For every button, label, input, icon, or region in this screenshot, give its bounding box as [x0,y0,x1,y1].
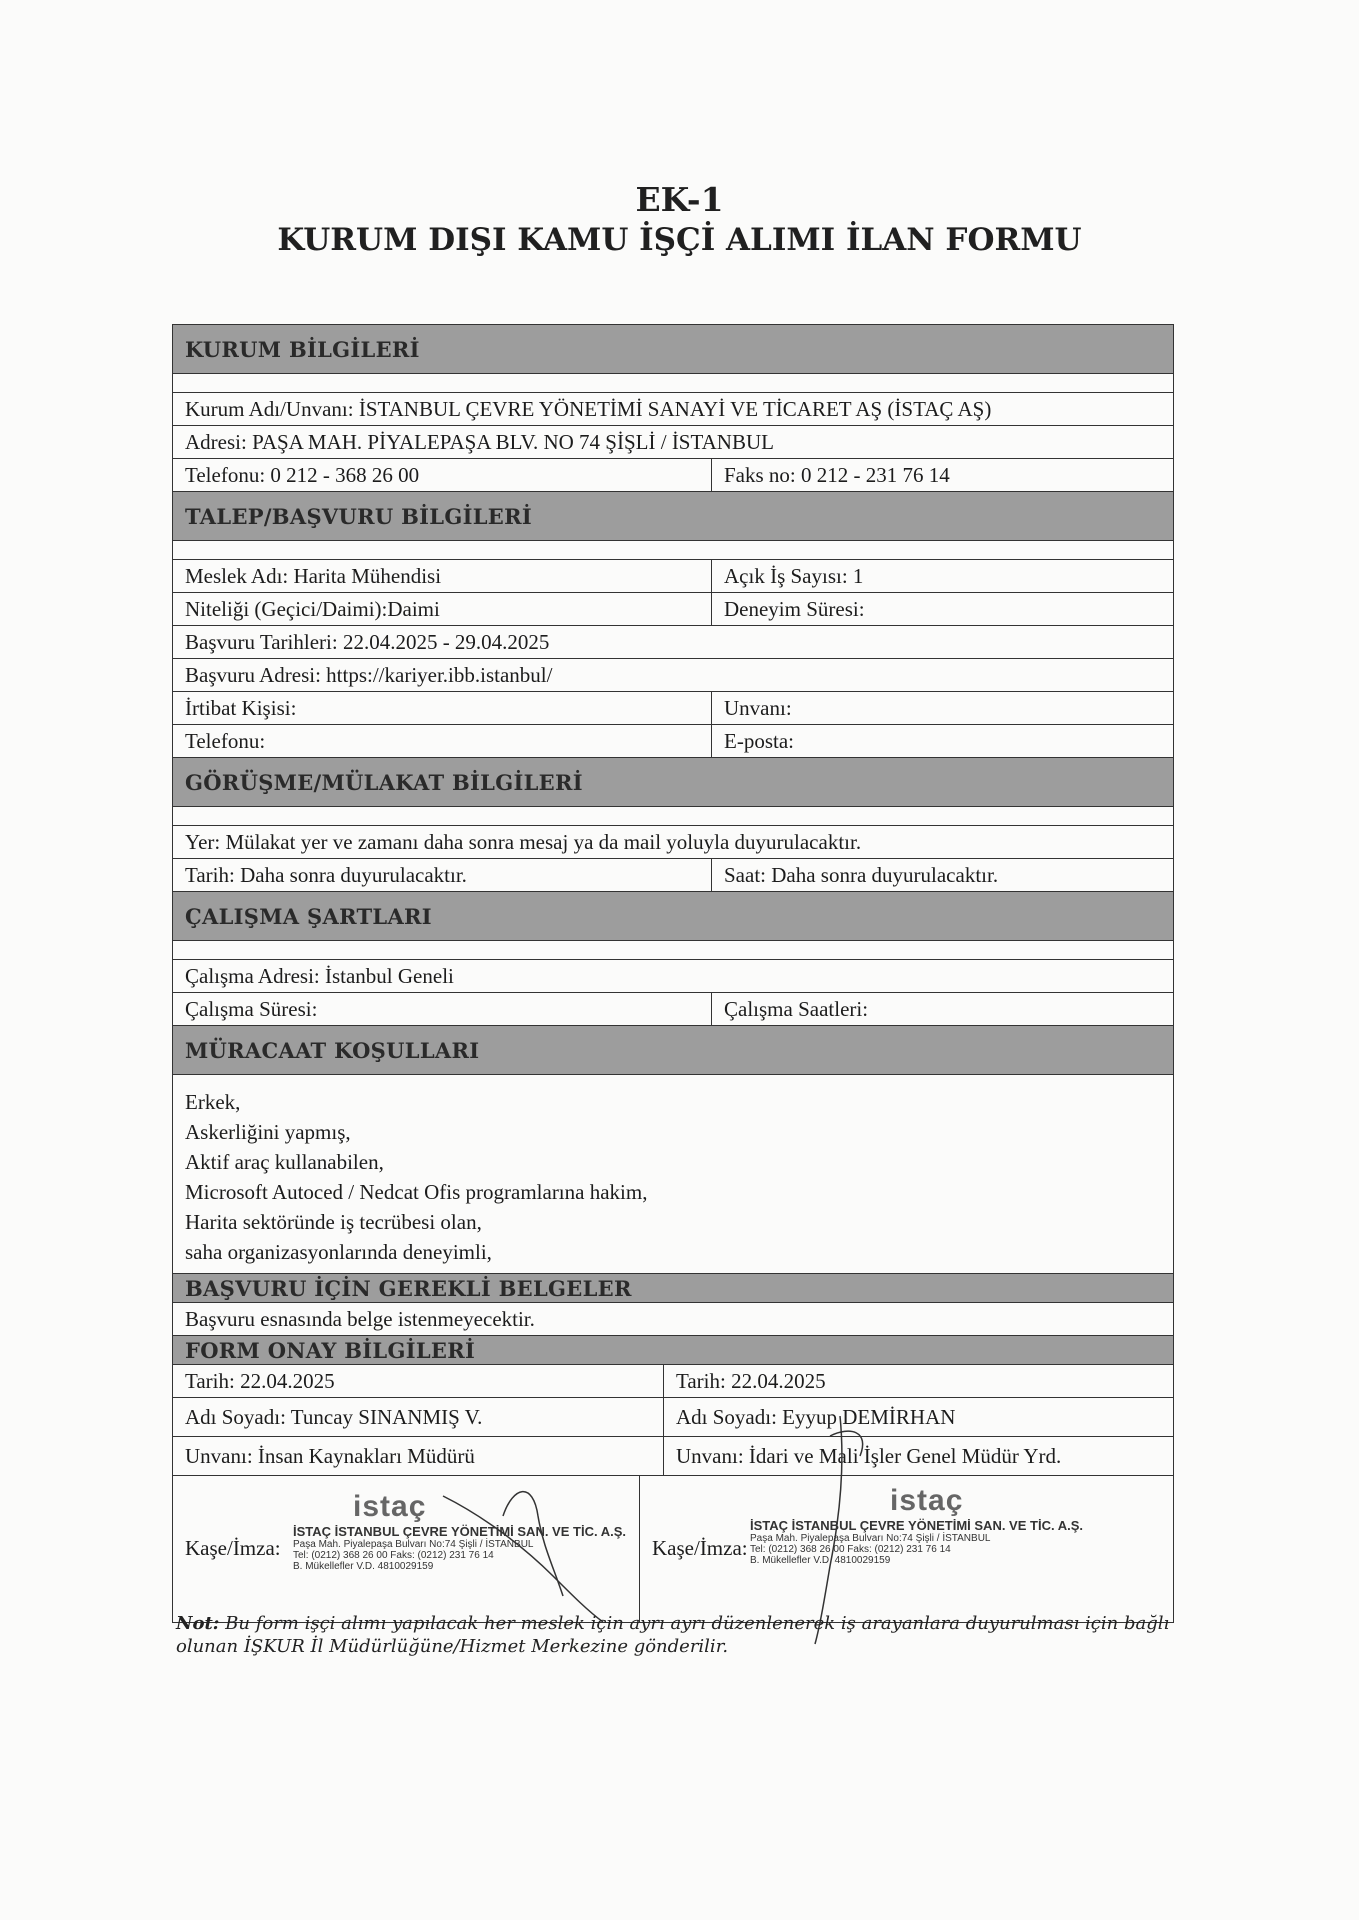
basvuru-tarihleri: Başvuru Tarihleri: 22.04.2025 - 29.04.2025 [185,630,550,654]
onay-left-tarih: Tarih: 22.04.2025 [185,1369,335,1393]
table-row [173,724,1173,757]
istac-logo: istaç [353,1490,427,1523]
kurum-name: Kurum Adı/Unvanı: İSTANBUL ÇEVRE YÖNETİMİ SANAYİ VE TİCARET AŞ (İSTAÇ AŞ) [185,397,992,421]
kurum-address: Adresi: PAŞA MAH. PİYALEPAŞA BLV. NO 74 ŞİŞLİ / İSTANBUL [185,430,774,454]
irtibat-kisisi: İrtibat Kişisi: [185,696,297,720]
onay-right-tarih: Tarih: 22.04.2025 [663,1365,1173,1397]
kase-label: Kaşe/İmza: [652,1536,748,1560]
irtibat-unvani: Unvanı: [711,692,1173,724]
table-row [173,625,1173,658]
meslek-adi: Meslek Adı: Harita Mühendisi [185,564,442,588]
stamp-line: Paşa Mah. Piyalepaşa Bulvarı No:74 Şişli / İSTANBUL [750,1533,991,1544]
mulakat-yer: Yer: Mülakat yer ve zamanı daha sonra mesaj ya da mail yoluyla duyurulacaktır. [185,830,862,854]
table-row [173,392,1173,425]
niteligi: Niteliği (Geçici/Daimi):Daimi [185,597,440,621]
list-item: saha organizasyonlarında deneyimli, [185,1240,492,1264]
section-talep [173,491,1173,540]
section-title: FORM ONAY BİLGİLERİ [185,1337,476,1363]
table-row [173,425,1173,458]
kurum-phone: Telefonu: 0 212 - 368 26 00 [185,463,420,487]
section-title: GÖRÜŞME/MÜLAKAT BİLGİLERİ [185,769,583,795]
stamp-line: İSTAÇ İSTANBUL ÇEVRE YÖNETİMİ SAN. VE TİC. A.Ş. [293,1524,626,1539]
section-title: KURUM BİLGİLERİ [185,336,420,362]
belgeler-text: Başvuru esnasında belge istenmeyecektir. [185,1307,535,1331]
list-item: Microsoft Autoced / Nedcat Ofis programlarına hakim, [185,1180,648,1204]
stamp-line: Tel: (0212) 368 26 00 Faks: (0212) 231 76 14 [293,1550,494,1561]
note-label: Not: [176,1613,220,1634]
onay-left-unvan: Unvanı: İnsan Kaynakları Müdürü [185,1444,475,1468]
table-row [173,825,1173,858]
table-row [173,959,1173,992]
onay-right-unvan: Unvanı: İdari ve Mali İşler Genel Müdür Yrd. [663,1437,1173,1475]
signature-cell-right [639,1476,1173,1622]
acik-is-sayisi: Açık İş Sayısı: 1 [711,560,1173,592]
irtibat-eposta: E-posta: [711,725,1173,757]
mulakat-saat: Saat: Daha sonra duyurulacaktır. [711,859,1173,891]
onay-left-ad: Adı Soyadı: Tuncay SINANMIŞ V. [185,1405,483,1429]
section-title: ÇALIŞMA ŞARTLARI [185,903,432,929]
list-item: Erkek, [185,1090,241,1114]
irtibat-telefon: Telefonu: [185,729,266,753]
muracaat-list [173,1074,1173,1273]
section-title: MÜRACAAT KOŞULLARI [185,1037,480,1063]
table-row [173,1436,1173,1475]
section-kurum [173,325,1173,373]
page-title: KURUM DIŞI KAMU İŞÇİ ALIMI İLAN FORMU [277,222,1082,258]
deneyim-suresi: Deneyim Süresi: [711,593,1173,625]
section-title: TALEP/BAŞVURU BİLGİLERİ [185,503,532,529]
section-onay [173,1335,1173,1364]
onay-right-ad: Adı Soyadı: Eyyup DEMİRHAN [663,1398,1173,1436]
section-title: BAŞVURU İÇİN GEREKLİ BELGELER [185,1275,632,1301]
istac-logo: istaç [890,1484,964,1517]
stamp-line: B. Mükellefler V.D. 4810029159 [750,1555,891,1566]
table-row [173,992,1173,1025]
table-row [173,559,1173,592]
table-row [173,592,1173,625]
calisma-suresi: Çalışma Süresi: [185,997,318,1021]
kurum-fax: Faks no: 0 212 - 231 76 14 [711,459,1173,491]
signature-row [173,1475,1173,1622]
spacer [173,373,1173,392]
section-muracaat [173,1025,1173,1074]
calisma-adresi: Çalışma Adresi: İstanbul Geneli [185,964,454,988]
note-text: Bu form işçi alımı yapılacak her meslek için ayrı ayrı düzenlenerek iş arayanlara duyurulması için bağlı olunan İŞKUR İl Müdürlüğüne/Hizmet Merkezine gönderilir. [176,1613,1170,1657]
stamp-line: İSTAÇ İSTANBUL ÇEVRE YÖNETİMİ SAN. VE TİC. A.Ş. [750,1518,1083,1533]
spacer [173,940,1173,959]
list-item: Aktif araç kullanabilen, [185,1150,384,1174]
table-row [173,658,1173,691]
stamp-line: Tel: (0212) 368 26 00 Faks: (0212) 231 76 14 [750,1544,951,1555]
kase-label: Kaşe/İmza: [185,1536,281,1560]
basvuru-adresi: Başvuru Adresi: https://kariyer.ibb.istanbul/ [185,663,553,687]
calisma-saatleri: Çalışma Saatleri: [711,993,1173,1025]
table-row [173,1397,1173,1436]
mulakat-tarih: Tarih: Daha sonra duyurulacaktır. [185,863,467,887]
list-item: Harita sektöründe iş tecrübesi olan, [185,1210,482,1234]
table-row [173,858,1173,891]
section-calisma [173,891,1173,940]
signature [323,1476,623,1622]
stamp-line: B. Mükellefler V.D. 4810029159 [293,1561,434,1572]
spacer [173,806,1173,825]
stamp-line: Paşa Mah. Piyalepaşa Bulvarı No:74 Şişli / İSTANBUL [293,1539,534,1550]
form-table [172,324,1174,1623]
table-row [173,458,1173,491]
table-row [173,691,1173,724]
table-row [173,1364,1173,1397]
signature-cell-left [173,1476,639,1622]
section-belgeler [173,1273,1173,1302]
list-item: Askerliğini yapmış, [185,1120,351,1144]
footer-note [176,1612,1176,1658]
spacer [173,540,1173,559]
section-gorusme [173,757,1173,806]
table-row [173,1302,1173,1335]
annex-label: EK-1 [635,180,724,219]
